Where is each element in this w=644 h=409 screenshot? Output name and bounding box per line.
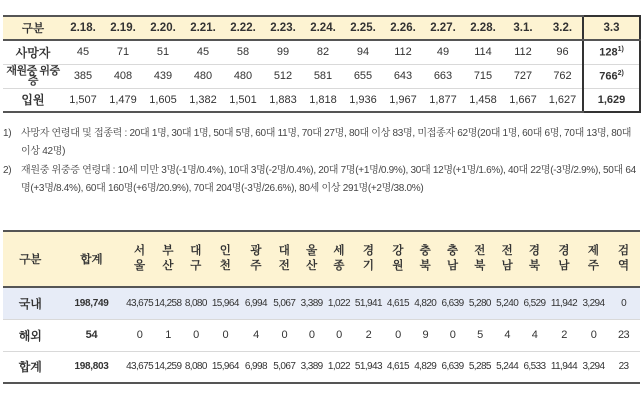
table-cell: 45	[183, 40, 223, 64]
row-total: 198,803	[58, 351, 126, 383]
today-cell	[583, 64, 640, 88]
table-cell: 114	[463, 40, 503, 64]
footnote-marker: 1)	[617, 45, 624, 53]
region-header-label: 광주	[250, 245, 262, 272]
table-cell: 5,285	[466, 351, 493, 383]
table-cell: 49	[423, 40, 463, 64]
table-cell: 655	[343, 64, 383, 88]
row-label-hospitalized: 입원	[3, 88, 63, 112]
regional-header-row	[3, 231, 640, 287]
table-cell: 14,258	[154, 287, 182, 319]
region-header	[298, 231, 325, 287]
table-cell: 94	[343, 40, 383, 64]
region-header-label: 전남	[501, 245, 513, 272]
regional-row-total	[3, 351, 640, 383]
date-header: 2.22.	[223, 16, 263, 40]
row-total: 54	[58, 319, 126, 351]
table-cell: 51,941	[353, 287, 385, 319]
table-cell: 6,994	[241, 287, 271, 319]
table-cell: 385	[63, 64, 103, 88]
row-label-deaths: 사망자	[3, 40, 63, 64]
regional-cases-table	[3, 230, 640, 384]
table-cell: 23	[607, 319, 640, 351]
daily-status-table	[3, 15, 641, 113]
footnote-critical	[3, 162, 640, 198]
region-header	[580, 231, 607, 287]
table-cell: 480	[223, 64, 263, 88]
region-header	[154, 231, 182, 287]
region-header	[466, 231, 493, 287]
table-cell: 5,067	[271, 351, 298, 383]
region-header	[182, 231, 209, 287]
table-cell: 0	[209, 319, 241, 351]
table-cell: 4	[521, 319, 548, 351]
table-cell: 0	[271, 319, 298, 351]
region-header	[439, 231, 466, 287]
table-cell: 727	[503, 64, 543, 88]
region-header	[548, 231, 580, 287]
table-cell: 6,529	[521, 287, 548, 319]
date-header: 2.25.	[343, 16, 383, 40]
table-cell: 0	[439, 319, 466, 351]
region-header-label: 대전	[278, 245, 290, 272]
table-cell: 1,936	[343, 88, 383, 112]
table-cell: 2	[353, 319, 385, 351]
region-header-label: 울산	[306, 245, 318, 272]
table-cell: 4	[494, 319, 521, 351]
table-cell: 1,605	[143, 88, 183, 112]
footnote-number: 2)	[3, 165, 12, 176]
date-header: 2.21.	[183, 16, 223, 40]
date-header: 2.26.	[383, 16, 423, 40]
regional-header-label: 구분	[3, 231, 58, 287]
regional-row-domestic	[3, 287, 640, 319]
table-cell: 663	[423, 64, 463, 88]
table-cell: 715	[463, 64, 503, 88]
table-cell: 82	[303, 40, 343, 64]
table-cell: 6,533	[521, 351, 548, 383]
date-header: 2.20.	[143, 16, 183, 40]
table-cell: 5,067	[271, 287, 298, 319]
regional-row-overseas	[3, 319, 640, 351]
date-header: 2.18.	[63, 16, 103, 40]
regional-body	[3, 287, 640, 383]
table-cell: 96	[543, 40, 583, 64]
footnote-deaths	[3, 125, 640, 161]
table-cell: 6,639	[439, 287, 466, 319]
table-cell: 8,080	[182, 351, 209, 383]
table-cell: 0	[607, 287, 640, 319]
today-cell	[583, 88, 640, 112]
footnote-text: 재원중 위중증 연령대 : 10세 미만 3명(-1명/0.4%), 10대 3명(-2명/0.4%), 20대 7명(+1명/0.9%), 30대 12명(+1명/1.6%), 40대 22명(-3명/2.9%), 50대 64명(+3명/8.4%), 60대 160명(+6명/20.9%), 70대 204명(-3명/26.6%), 80세 이상 291명(+2명/38.0%)	[21, 165, 636, 194]
table-cell: 1,022	[325, 287, 352, 319]
table-cell: 0	[125, 319, 153, 351]
table-cell: 2	[548, 319, 580, 351]
table-cell: 3,294	[580, 287, 607, 319]
table-cell: 0	[182, 319, 209, 351]
table-cell: 15,964	[209, 351, 241, 383]
table-cell: 43,675	[125, 351, 153, 383]
table-cell: 4,820	[412, 287, 439, 319]
table-cell: 1,818	[303, 88, 343, 112]
table-cell: 5,280	[466, 287, 493, 319]
date-header: 2.23.	[263, 16, 303, 40]
today-date-header: 3.3	[583, 16, 640, 40]
table-cell: 11,944	[548, 351, 580, 383]
today-cell	[583, 40, 640, 64]
region-header	[412, 231, 439, 287]
region-header	[521, 231, 548, 287]
region-header-label: 경북	[528, 245, 541, 272]
table-cell: 43,675	[125, 287, 153, 319]
table-cell: 1,479	[103, 88, 143, 112]
region-header-label: 검역	[618, 245, 630, 272]
region-header	[241, 231, 271, 287]
daily-header-label: 구분	[3, 16, 63, 40]
table-cell: 1,627	[543, 88, 583, 112]
table-cell: 0	[580, 319, 607, 351]
region-header	[271, 231, 298, 287]
table-cell: 480	[183, 64, 223, 88]
row-total: 198,749	[58, 287, 126, 319]
region-header	[125, 231, 153, 287]
region-header	[607, 231, 640, 287]
table-cell: 1,967	[383, 88, 423, 112]
table-cell: 3,389	[298, 287, 325, 319]
region-header-label: 경기	[362, 245, 374, 272]
table-cell: 4	[241, 319, 271, 351]
table-cell: 4,615	[384, 351, 411, 383]
table-cell: 1	[154, 319, 182, 351]
region-header	[353, 231, 385, 287]
today-value: 128	[599, 46, 618, 59]
table-cell: 1,883	[263, 88, 303, 112]
region-header-label: 인천	[219, 245, 231, 272]
table-cell: 14,259	[154, 351, 182, 383]
daily-header-row	[3, 16, 640, 40]
region-header	[384, 231, 411, 287]
region-header-label: 전북	[474, 245, 486, 272]
table-cell: 0	[325, 319, 352, 351]
region-header-label: 충북	[419, 245, 431, 272]
critical-row	[3, 64, 640, 88]
footnote-number: 1)	[3, 128, 12, 139]
table-cell: 112	[503, 40, 543, 64]
date-header: 3.1.	[503, 16, 543, 40]
today-value: 766	[599, 70, 618, 83]
table-cell: 1,382	[183, 88, 223, 112]
hospitalized-row	[3, 88, 640, 112]
region-header-label: 세종	[333, 245, 345, 272]
table-cell: 99	[263, 40, 303, 64]
table-cell: 6,639	[439, 351, 466, 383]
table-cell: 762	[543, 64, 583, 88]
total-header: 합계	[58, 231, 126, 287]
table-cell: 0	[298, 319, 325, 351]
region-header	[494, 231, 521, 287]
region-header-label: 제주	[587, 245, 600, 272]
deaths-row	[3, 40, 640, 64]
date-header: 2.28.	[463, 16, 503, 40]
table-cell: 3,389	[298, 351, 325, 383]
table-cell: 58	[223, 40, 263, 64]
table-cell: 512	[263, 64, 303, 88]
region-header	[209, 231, 241, 287]
table-cell: 71	[103, 40, 143, 64]
table-cell: 51	[143, 40, 183, 64]
row-label: 합계	[3, 351, 58, 383]
table-cell: 5,244	[494, 351, 521, 383]
table-cell: 15,964	[209, 287, 241, 319]
table-cell: 1,507	[63, 88, 103, 112]
table-cell: 51,943	[353, 351, 385, 383]
table-cell: 1,667	[503, 88, 543, 112]
table-cell: 643	[383, 64, 423, 88]
table-cell: 6,998	[241, 351, 271, 383]
table-cell: 9	[412, 319, 439, 351]
date-header: 2.24.	[303, 16, 343, 40]
table-cell: 4,829	[412, 351, 439, 383]
table-cell: 5,240	[494, 287, 521, 319]
table-cell: 1,022	[325, 351, 352, 383]
region-header-label: 강원	[392, 245, 404, 272]
table-cell: 1,877	[423, 88, 463, 112]
table-cell: 5	[466, 319, 493, 351]
region-header-label: 충남	[446, 245, 459, 272]
region-header-label: 경남	[558, 245, 570, 272]
table-cell: 408	[103, 64, 143, 88]
table-cell: 1,458	[463, 88, 503, 112]
table-cell: 45	[63, 40, 103, 64]
region-header-label: 서울	[134, 245, 146, 272]
table-cell: 23	[607, 351, 640, 383]
date-header: 2.19.	[103, 16, 143, 40]
table-cell: 581	[303, 64, 343, 88]
footnote-text: 사망자 연령대 및 접종력 : 20대 1명, 30대 1명, 50대 5명, 60대 11명, 70대 27명, 80대 이상 83명, 미접종자 62명(20대 1명, 60대 6명, 70대 13명, 80대 이상 42명)	[21, 128, 632, 157]
table-cell: 0	[384, 319, 411, 351]
row-label: 해외	[3, 319, 58, 351]
region-header-label: 부산	[162, 245, 174, 272]
region-header	[325, 231, 352, 287]
table-cell: 112	[383, 40, 423, 64]
row-label-critical: 재원중 위중증	[3, 64, 63, 88]
date-header: 2.27.	[423, 16, 463, 40]
table-cell: 439	[143, 64, 183, 88]
table-cell: 8,080	[182, 287, 209, 319]
footnote-marker: 2)	[617, 69, 624, 77]
table-cell: 3,294	[580, 351, 607, 383]
table-cell: 11,942	[548, 287, 580, 319]
row-label: 국내	[3, 287, 58, 319]
table-cell: 4,615	[384, 287, 411, 319]
region-header-label: 대구	[190, 245, 202, 272]
today-value: 1,629	[597, 93, 626, 106]
table-cell: 1,501	[223, 88, 263, 112]
date-header: 3.2.	[543, 16, 583, 40]
